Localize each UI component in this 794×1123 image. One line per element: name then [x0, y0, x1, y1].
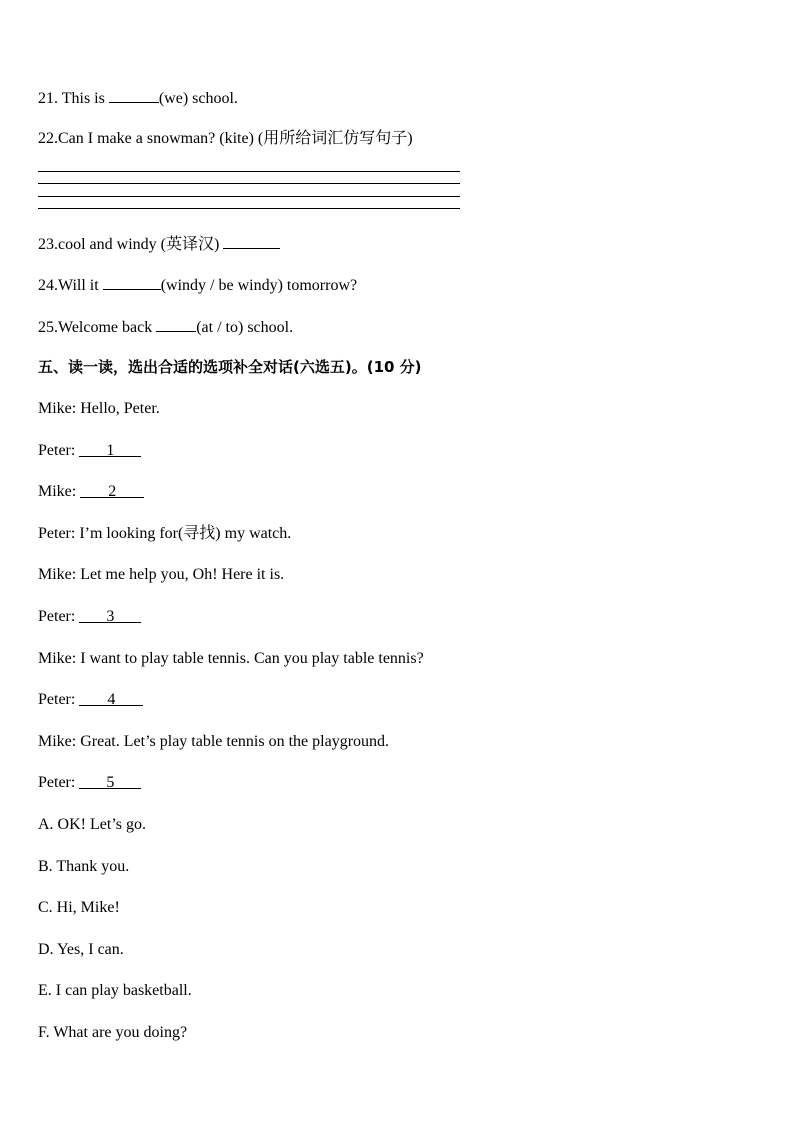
- dialogue-text: Great. Let’s play table tennis on the playground.: [80, 733, 390, 750]
- answer-blank[interactable]: [79, 441, 141, 457]
- question-text: Will it: [58, 277, 99, 294]
- question-number: 24.: [38, 277, 58, 294]
- answer-blank[interactable]: [79, 607, 141, 623]
- option-b: B. Thank you.: [38, 858, 130, 875]
- answer-blank[interactable]: [156, 316, 196, 332]
- question-number: 25.: [38, 319, 58, 336]
- answer-blank[interactable]: [79, 690, 143, 706]
- question-text: (we) school.: [158, 90, 238, 107]
- question-25: [38, 316, 293, 338]
- answer-blank[interactable]: [80, 482, 144, 498]
- dialogue-line: [38, 690, 143, 710]
- answer-line[interactable]: [38, 196, 460, 197]
- section-heading: 五、读一读，选出合适的选项补全对话(六选五)。(10 分): [38, 358, 422, 376]
- question-24: [38, 274, 357, 296]
- speaker: Peter:: [38, 691, 76, 708]
- question-23: [38, 233, 280, 255]
- question-text: Welcome back: [58, 319, 153, 336]
- answer-blank[interactable]: [103, 274, 161, 290]
- answer-line[interactable]: [38, 183, 460, 184]
- option-c: C. Hi, Mike!: [38, 899, 120, 916]
- speaker: Mike:: [38, 566, 77, 583]
- speaker: Mike:: [38, 650, 77, 667]
- question-text: cool and windy (英译汉): [58, 236, 220, 253]
- dialogue-line: [38, 524, 291, 544]
- dialogue-line: [38, 565, 284, 585]
- answer-blank[interactable]: [223, 233, 280, 249]
- dialogue-line: [38, 773, 141, 793]
- dialogue-line: [38, 607, 141, 627]
- answer-blank[interactable]: [109, 87, 159, 103]
- question-text: Can I make a snowman? (kite) (用所给词汇仿写句子): [58, 130, 413, 147]
- dialogue-text: I’m looking for(寻找) my watch.: [79, 525, 292, 542]
- blank-number: 5: [106, 774, 115, 791]
- dialogue-text: Hello, Peter.: [80, 400, 160, 417]
- question-text: This is: [61, 90, 105, 107]
- speaker: Peter:: [38, 608, 76, 625]
- blank-number: 1: [106, 442, 115, 459]
- option-d: D. Yes, I can.: [38, 941, 124, 958]
- answer-line[interactable]: [38, 208, 460, 209]
- speaker: Peter:: [38, 525, 76, 542]
- blank-number: 2: [108, 483, 117, 500]
- dialogue-line: [38, 649, 424, 669]
- answer-line[interactable]: [38, 171, 460, 172]
- blank-number: 3: [106, 608, 115, 625]
- speaker: Mike:: [38, 483, 77, 500]
- question-number: 23.: [38, 236, 58, 253]
- dialogue-text: Let me help you, Oh! Here it is.: [80, 566, 285, 583]
- dialogue-line: [38, 399, 160, 419]
- option-a: A. OK! Let’s go.: [38, 816, 146, 833]
- dialogue-text: I want to play table tennis. Can you play table tennis?: [80, 650, 424, 667]
- option-f: F. What are you doing?: [38, 1024, 188, 1041]
- question-number: 22.: [38, 130, 58, 147]
- question-text: (windy / be windy) tomorrow?: [160, 277, 358, 294]
- question-21: [38, 87, 238, 109]
- answer-blank[interactable]: [79, 773, 141, 789]
- option-e: E. I can play basketball.: [38, 982, 192, 999]
- speaker: Mike:: [38, 400, 77, 417]
- question-number: 21.: [38, 90, 58, 107]
- dialogue-line: [38, 732, 389, 752]
- question-text: (at / to) school.: [196, 319, 294, 336]
- question-22: [38, 129, 413, 149]
- blank-number: 4: [107, 691, 116, 708]
- speaker: Mike:: [38, 733, 77, 750]
- speaker: Peter:: [38, 442, 76, 459]
- dialogue-line: [38, 482, 144, 502]
- dialogue-line: [38, 441, 141, 461]
- speaker: Peter:: [38, 774, 76, 791]
